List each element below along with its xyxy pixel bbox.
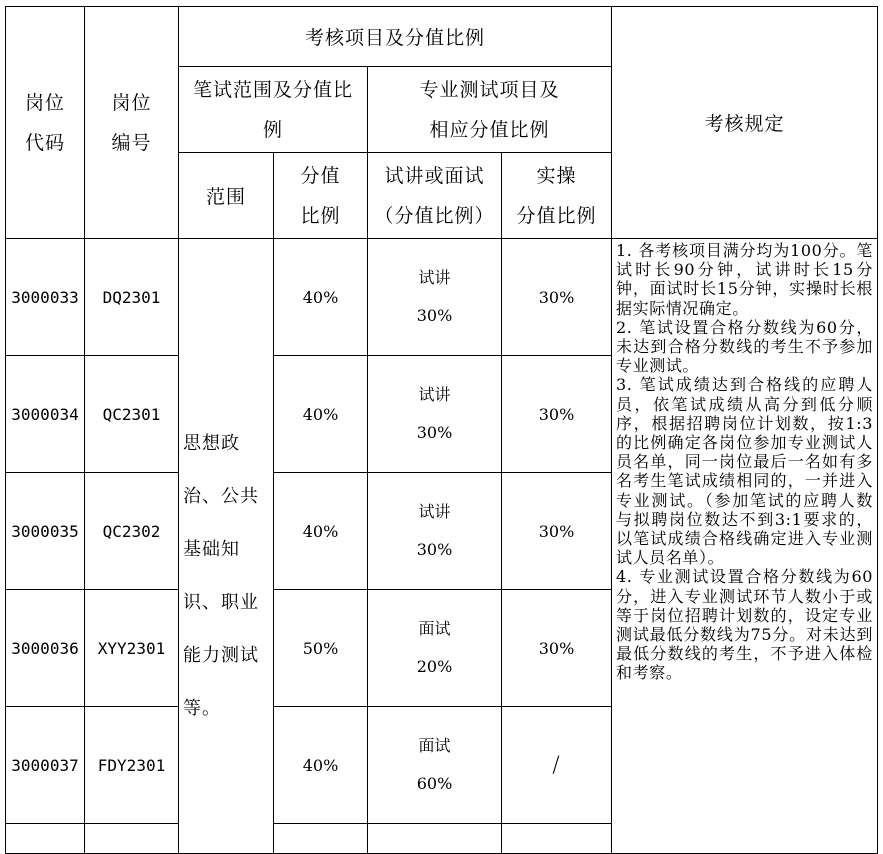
header-scope: 范围 <box>179 153 274 239</box>
written-ratio-cell: 40% <box>274 707 368 824</box>
header-post-number: 岗位 编号 <box>85 7 179 239</box>
professional-cell: 试讲 30% <box>368 239 502 356</box>
professional-cell: 面试 60% <box>368 707 502 824</box>
header-professional: 专业测试项目及 相应分值比例 <box>368 67 612 153</box>
header-lecture-or-interview: 试讲或面试 （分值比例） <box>368 153 502 239</box>
written-ratio-cell: 40% <box>274 356 368 473</box>
post-code-cell: 3000037 <box>6 707 85 824</box>
header-score-ratio: 分值 比例 <box>274 153 368 239</box>
practical-cell: 30% <box>502 239 612 356</box>
post-number-cell: FDY2301 <box>85 707 179 824</box>
practical-cell: / <box>502 707 612 824</box>
header-practical: 实操 分值比例 <box>502 153 612 239</box>
rule-item: 2. 笔试设置合格分数线为60分，未达到合格分数线的考生不予参加专业测试。 <box>616 317 874 376</box>
written-ratio-cell: 40% <box>274 473 368 590</box>
header-post-code: 岗位 代码 <box>6 7 85 239</box>
rule-item: 4. 专业测试设置合格分数线为60分，进入专业测试环节人数小于或等于岗位招聘计划数的，设定专业测试最低分数线为75分。对未达到最低分数线的考生，不予进入体检和考察。 <box>616 567 874 683</box>
post-number-cell: XYY2301 <box>85 590 179 707</box>
table-row <box>6 239 878 356</box>
professional-cell: 试讲 30% <box>368 356 502 473</box>
practical-cell: 30% <box>502 590 612 707</box>
rules-cell <box>612 239 878 854</box>
post-code-cell <box>6 824 85 854</box>
professional-cell <box>368 824 502 854</box>
post-code-cell: 3000036 <box>6 590 85 707</box>
post-number-cell: DQ2301 <box>85 239 179 356</box>
assessment-table <box>5 6 878 854</box>
post-number-cell: QC2302 <box>85 473 179 590</box>
written-scope-cell: 思想政治、公共基础知识、职业能力测试等。 <box>179 239 274 854</box>
professional-cell: 面试 20% <box>368 590 502 707</box>
post-number-cell: QC2301 <box>85 356 179 473</box>
post-code-cell: 3000033 <box>6 239 85 356</box>
post-number-cell <box>85 824 179 854</box>
header-assessment: 考核项目及分值比例 <box>179 7 612 67</box>
post-code-cell: 3000035 <box>6 473 85 590</box>
practical-cell: 30% <box>502 356 612 473</box>
rule-item: 3. 笔试成绩达到合格线的应聘人员，依笔试成绩从高分到低分顺序，根据招聘岗位计划数，按1:3的比例确定各岗位参加专业测试人员名单，同一岗位最后一名如有多名考生笔试成绩相同的，一并进入专业测试。（参加笔试的应聘人数与拟聘岗位数达不到3:1要求的，以笔试成绩合格线确定进入专业测试人员名单）。 <box>616 375 874 568</box>
practical-cell: 30% <box>502 473 612 590</box>
practical-cell <box>502 824 612 854</box>
written-ratio-cell: 50% <box>274 590 368 707</box>
professional-cell: 试讲 30% <box>368 473 502 590</box>
header-written-scope: 笔试范围及分值比 例 <box>179 67 368 153</box>
rule-item: 1. 各考核项目满分均为100分。笔试时长90分钟，试讲时长15分钟，面试时长15分钟，实操时长根据实际情况确定。 <box>616 241 874 318</box>
written-ratio-cell <box>274 824 368 854</box>
header-rules: 考核规定 <box>612 7 878 239</box>
written-ratio-cell: 40% <box>274 239 368 356</box>
post-code-cell: 3000034 <box>6 356 85 473</box>
